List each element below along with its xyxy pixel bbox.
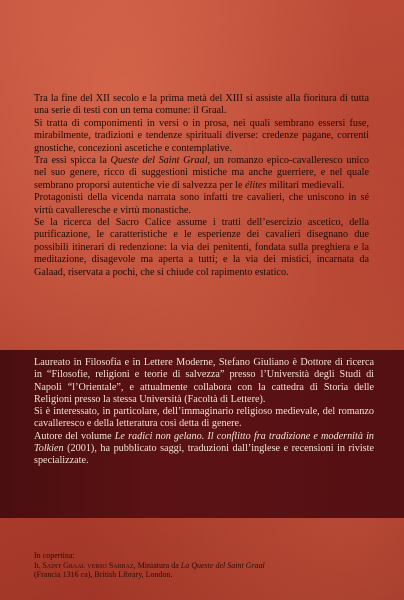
synopsis-paragraph-4: Protagonisti della vicenda narrata sono infatti tre cavalieri, che uniscono in sé virtù cavalleresche e virtù monastiche.	[34, 192, 369, 216]
caption-label: In copertina:	[34, 551, 75, 560]
synopsis-paragraph-5: Se la ricerca del Sacro Calice assume i tratti dell’esercizio ascetico, della purificazione, le caratteristiche e le esperienze dei cavalieri disegnano due possibili itinerari di redenzione: la via dei penitenti, fondata sulla preghiera e la meditazione, disagevole ma aperta a tutti; e la via dei mistici, incarnata da Galaad, riservata a pochi, che si chiude col rapimento estatico.	[34, 217, 369, 278]
bio-text: (2001), ha pubblicato saggi, traduzioni dall’inglese e recensioni in riviste specializzate.	[34, 443, 374, 467]
caption-source: (Francia 1316 ca), British Library, London.	[34, 570, 173, 580]
source-work: La Queste del Saint Graal	[180, 560, 265, 570]
cover-caption	[34, 551, 374, 580]
bio-paragraph-3	[34, 431, 374, 468]
artwork-title: Il Saint Graal verso Sarraz	[34, 560, 134, 570]
bio-text: Autore del volume	[34, 430, 115, 442]
caption-text: , Miniatura da	[133, 560, 181, 570]
caption-artwork	[34, 561, 374, 571]
synopsis-text: Tra essi spicca la	[34, 155, 111, 167]
synopsis-paragraph-2: Si tratta di componimenti in versi o in prosa, nei quali sembrano essersi fuse, mirabilmente, tradizioni e tendenze spirituali diverse: credenze pagane, correnti gnostiche, concezioni ascetiche e contemplative.	[34, 117, 369, 154]
bio-paragraph-1: Laureato in Filosofia e in Lettere Moderne, Stefano Giuliano è Dottore di ricerca in “Filosofie, religioni e teorie di salvezza” presso l’Università degli Studi di Napoli “l’Orientale”, e attualmente collabora con la cattedra di Storia delle Religioni presso la stessa Università (Facoltà di Lettere).	[34, 357, 374, 405]
author-book-title: Le radici non gelano. Il conflitto fra tradizione e modernità in Tolkien	[34, 430, 374, 455]
synopsis-paragraph-1: Tra la fine del XII secolo e la prima metà del XIII si assiste alla fioritura di tutta una serie di testi con un tema comune: il Graal.	[34, 93, 369, 117]
synopsis-text: , un romanzo epico-cavalleresco unico nel suo genere, ricco di suggestioni mistiche ma anche guerriere, e nel quale sembrano proporsi autentiche vie di salvezza per le	[34, 155, 369, 191]
synopsis-paragraph-3	[34, 155, 369, 192]
author-bio	[34, 357, 374, 468]
elites-word: élites	[245, 179, 267, 191]
book-title: Queste del Saint Graal	[110, 155, 208, 167]
synopsis	[34, 93, 369, 279]
synopsis-text: militari medievali.	[266, 179, 345, 191]
bio-paragraph-2: Si è interessato, in particolare, dell’immaginario religioso medievale, del romanzo cavalleresco e della letteratura così detta di genere.	[34, 406, 374, 430]
